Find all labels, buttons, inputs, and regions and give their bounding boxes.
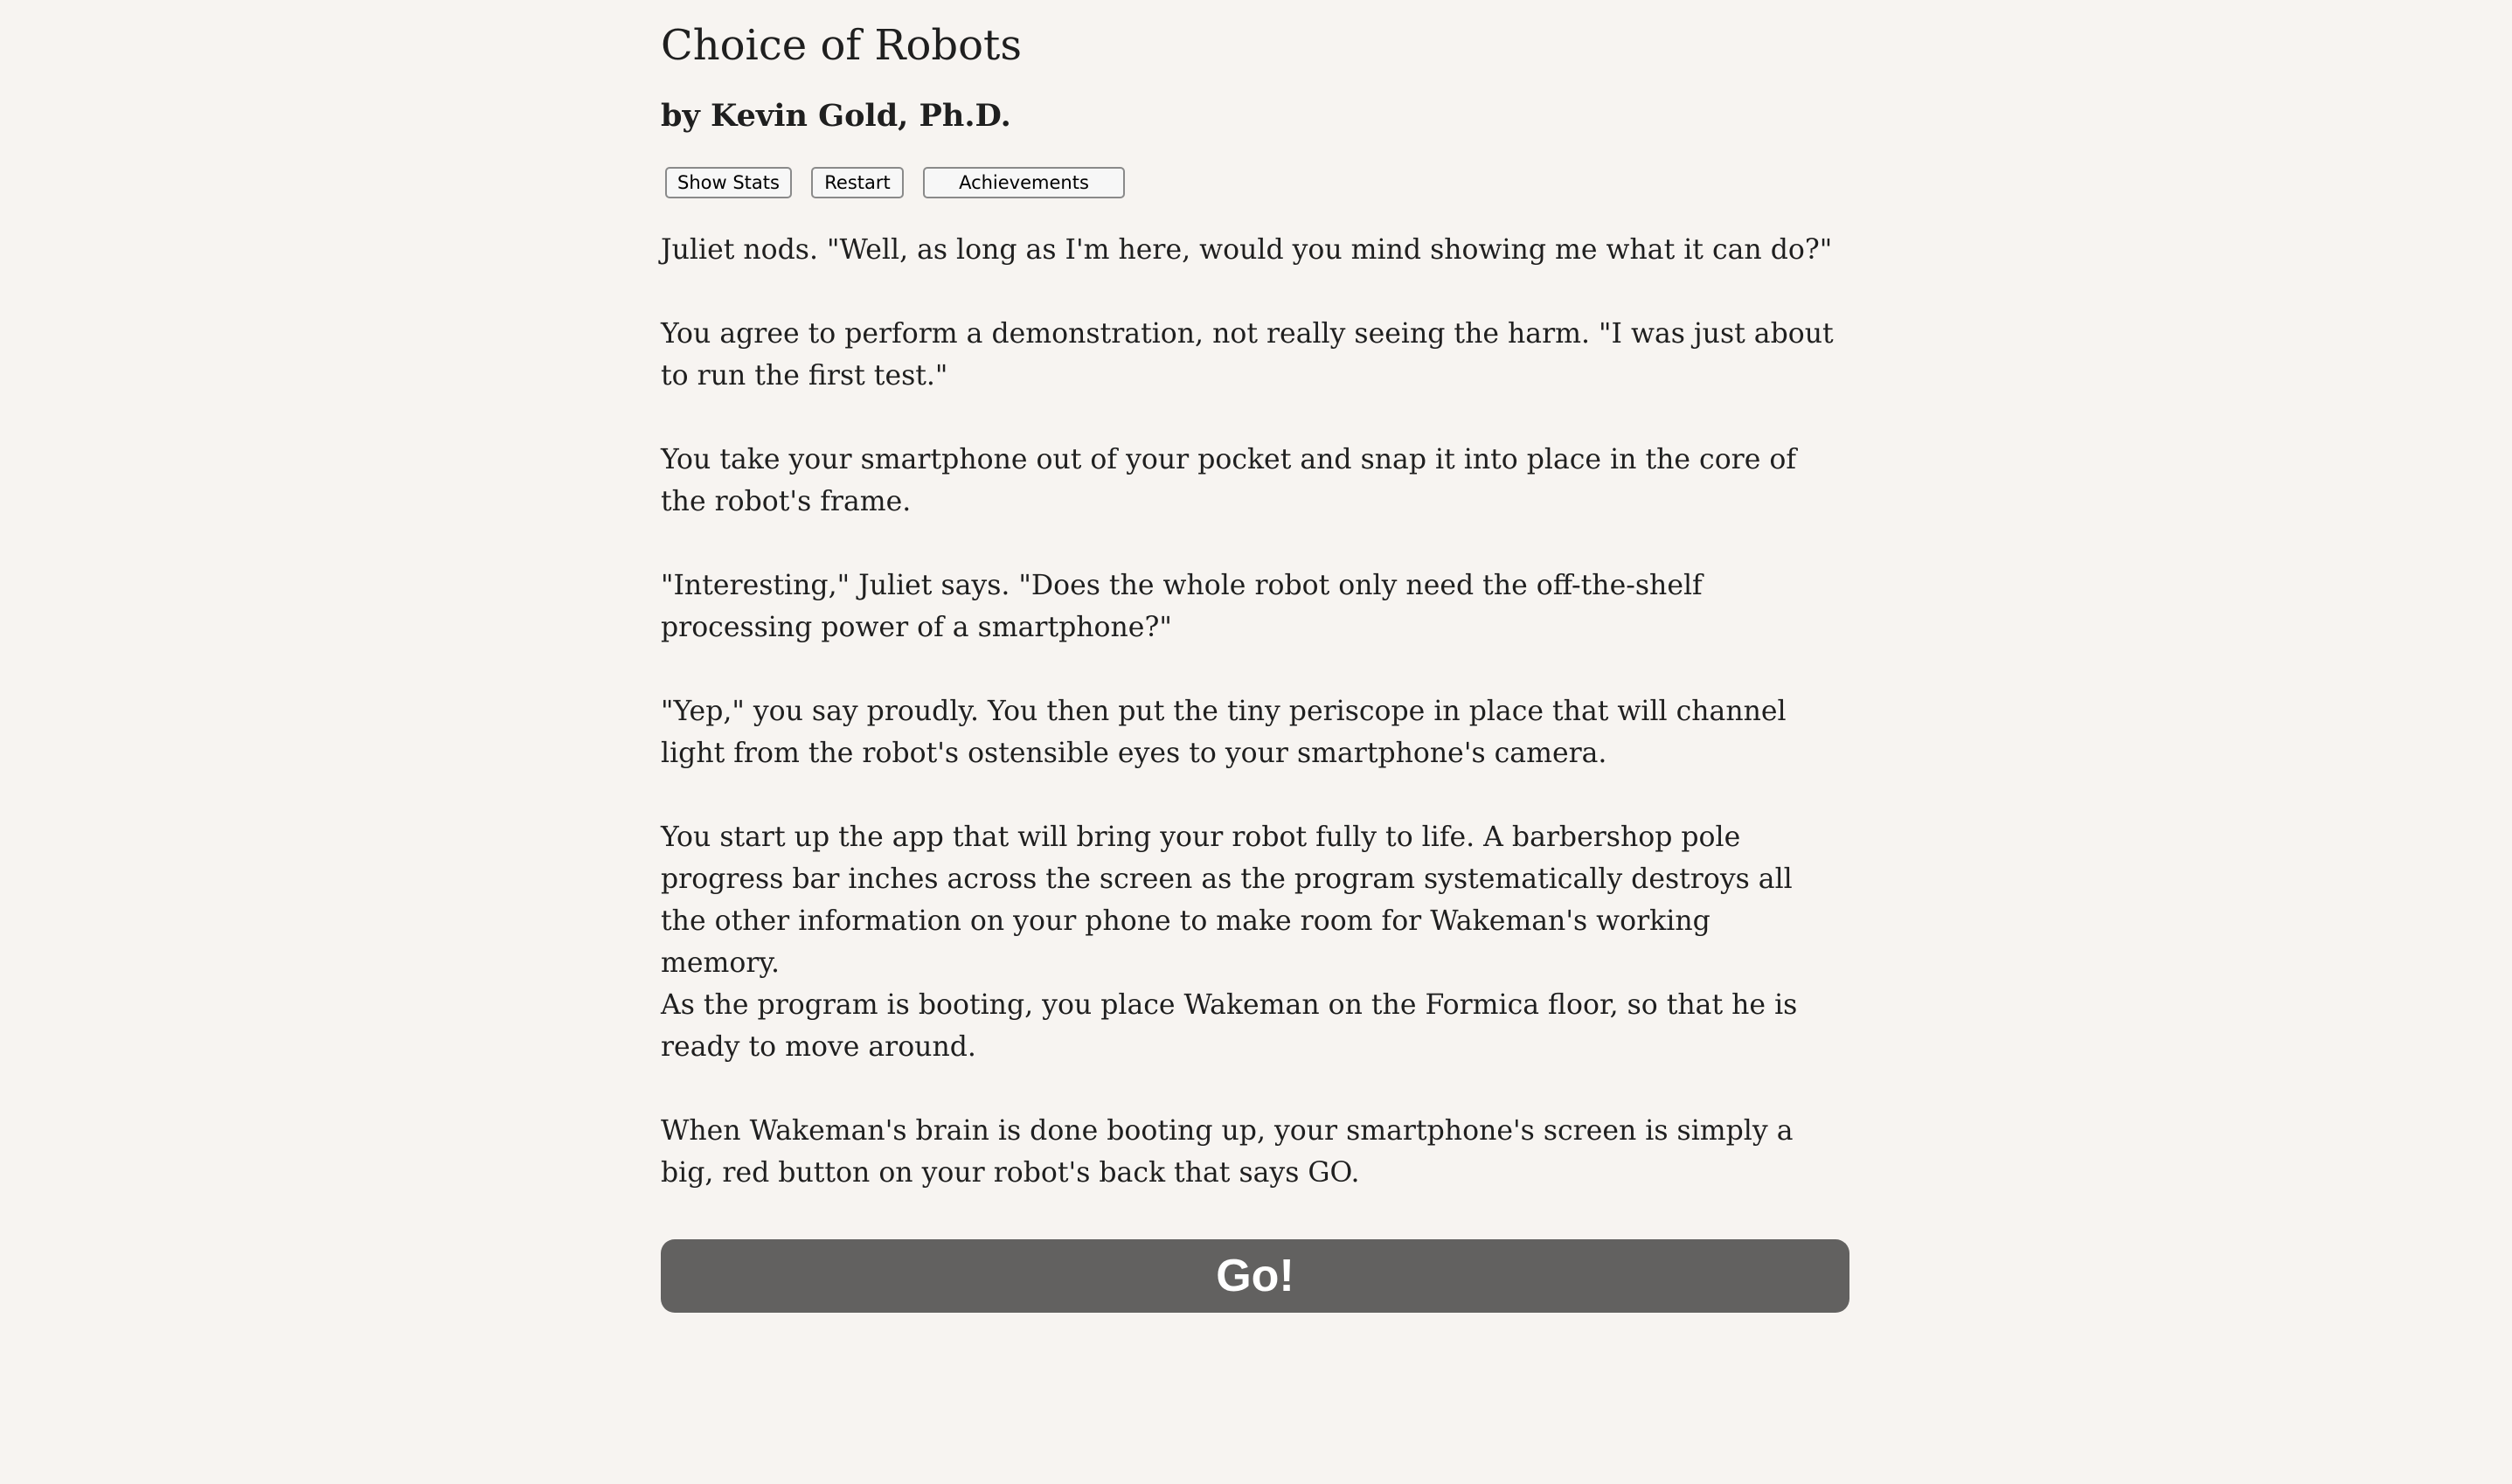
restart-button[interactable]: Restart xyxy=(811,167,904,198)
story-paragraph: When Wakeman's brain is done booting up, your smartphone's screen is simply a big, red button on your robot's back that says GO. xyxy=(661,1115,1794,1189)
story-paragraph: You agree to perform a demonstration, not really seeing the harm. "I was just about to run the first test." xyxy=(661,318,1834,392)
story-paragraph: You start up the app that will bring your robot fully to life. A barbershop pole progress bar inches across the screen as the program systematically destroys all the other information on your phone to make room for Wakeman's working memory. xyxy=(661,822,1793,979)
story-paragraph: You take your smartphone out of your pocket and snap it into place in the core of the robot's frame. xyxy=(661,444,1796,517)
game-author: by Kevin Gold, Ph.D. xyxy=(661,98,1011,134)
story-paragraph: "Yep," you say proudly. You then put the tiny periscope in place that will channel light from the robot's ostensible eyes to your smartphone's camera. xyxy=(661,696,1787,769)
go-button[interactable]: Go! xyxy=(661,1239,1849,1313)
show-stats-button[interactable]: Show Stats xyxy=(665,167,792,198)
game-title: Choice of Robots xyxy=(661,21,1022,70)
story-paragraph: As the program is booting, you place Wakeman on the Formica floor, so that he is ready to move around. xyxy=(661,989,1798,1063)
achievements-button[interactable]: Achievements xyxy=(923,167,1125,198)
story-paragraph: Juliet nods. "Well, as long as I'm here, would you mind showing me what it can do?" xyxy=(661,234,1833,266)
story-paragraph: "Interesting," Juliet says. "Does the whole robot only need the off-the-shelf processing power of a smartphone?" xyxy=(661,570,1703,643)
